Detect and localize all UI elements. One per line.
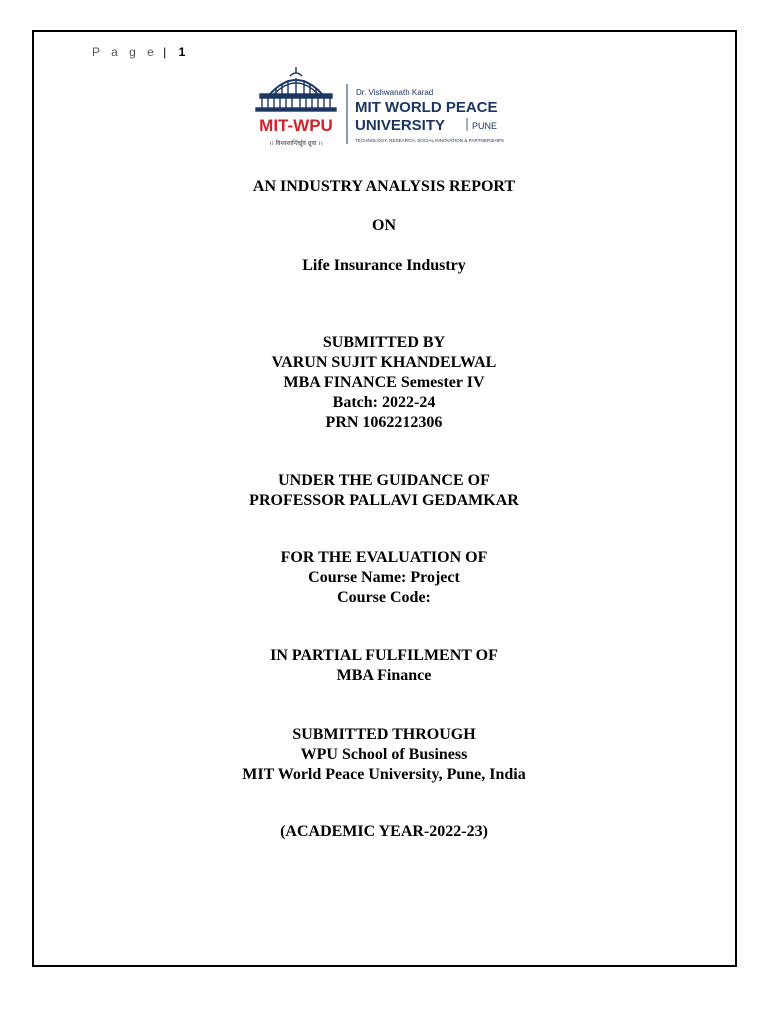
- logo-hindi-tagline: ।। विश्वशान्तिर्ध्रुवं ध्रुवा ।।: [269, 140, 323, 147]
- page-number-header: [92, 45, 185, 59]
- degree-name: MBA Finance: [336, 667, 432, 684]
- logo-founder: Dr. Vishwanath Karad: [356, 88, 434, 97]
- academic-year-block: [0, 822, 768, 842]
- logo-tagline: TECHNOLOGY, RESEARCH, SOCIAL INNOVATION & PARTNERSHIPS: [355, 138, 504, 143]
- page-number: 1: [178, 45, 186, 59]
- submitted-by-heading: SUBMITTED BY: [322, 334, 446, 351]
- logo-name-line1: MIT WORLD PEACE: [355, 99, 498, 116]
- fulfilment-heading: IN PARTIAL FULFILMENT OF: [270, 647, 498, 664]
- university-name: MIT World Peace University, Pune, India: [242, 766, 526, 783]
- report-subject: Life Insurance Industry: [302, 257, 466, 274]
- course-name: Course Name: Project: [308, 569, 460, 586]
- evaluation-block: [0, 548, 768, 608]
- submitted-through-block: [0, 725, 768, 785]
- student-program: MBA FINANCE Semester IV: [283, 374, 485, 391]
- report-on: ON: [372, 217, 396, 234]
- evaluation-heading: FOR THE EVALUATION OF: [280, 549, 488, 566]
- report-on-block: [0, 216, 768, 236]
- guidance-block: [0, 471, 768, 511]
- guidance-heading: UNDER THE GUIDANCE OF: [278, 472, 490, 489]
- page-divider: |: [163, 45, 167, 59]
- logo-name-line2: UNIVERSITY: [355, 117, 446, 134]
- student-name: VARUN SUJIT KHANDELWAL: [271, 354, 497, 371]
- fulfilment-block: [0, 646, 768, 686]
- report-subject-block: [0, 256, 768, 276]
- dome-icon: [256, 67, 336, 111]
- submitted-by-block: [0, 333, 768, 433]
- page-label: P a g e: [92, 45, 158, 59]
- guide-name: PROFESSOR PALLAVI GEDAMKAR: [249, 492, 519, 509]
- academic-year: (ACADEMIC YEAR-2022-23): [280, 823, 488, 840]
- school-name: WPU School of Business: [300, 746, 468, 763]
- course-code: Course Code:: [337, 589, 431, 606]
- student-prn: PRN 1062212306: [325, 414, 443, 431]
- logo-city: PUNE: [472, 121, 498, 131]
- report-title: AN INDUSTRY ANALYSIS REPORT: [252, 178, 516, 195]
- student-batch: Batch: 2022-24: [332, 394, 436, 411]
- mit-wpu-logo: [246, 64, 526, 150]
- report-title-block: [0, 177, 768, 197]
- logo-short-name: MIT-WPU: [259, 116, 333, 135]
- submitted-through-heading: SUBMITTED THROUGH: [292, 726, 476, 743]
